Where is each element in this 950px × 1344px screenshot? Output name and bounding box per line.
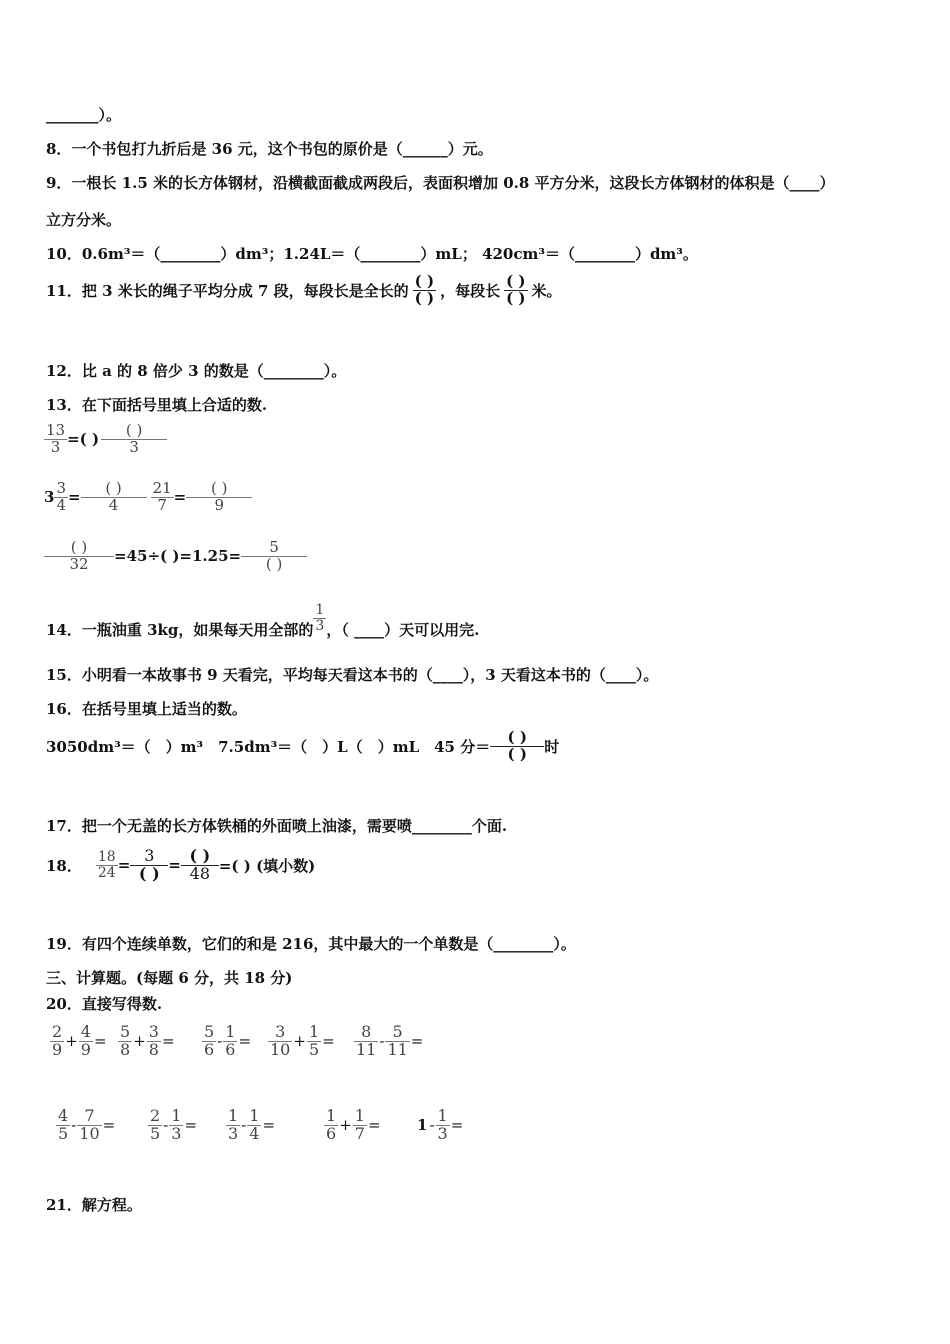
q11-text-b: ，每段长 [440, 281, 501, 300]
operator: + [133, 1032, 146, 1051]
whole-number: 1 [417, 1116, 428, 1135]
question-8: 8．一个书包打九折后是 36 元，这个书包的原价是（______）元。 [46, 140, 493, 158]
question-18 [46, 848, 315, 883]
text-line: _______）。 [46, 106, 122, 124]
fraction [268, 1024, 292, 1059]
calc-expression [324, 1108, 382, 1143]
numerator: ( ) [210, 479, 228, 497]
calc-expression [56, 1108, 116, 1143]
numerator: 4 [80, 1022, 91, 1041]
numerator: 5 [269, 538, 279, 556]
operator: + [293, 1032, 306, 1051]
question-10: 10．0.6m³＝（________）dm³；1.24L＝（________）mL； 420cm³＝（________）dm³。 [46, 245, 698, 263]
denominator: 6 [326, 1123, 337, 1143]
fraction [385, 1024, 409, 1059]
division-expression: =45÷( )=1.25= [114, 547, 242, 566]
q18-label: 18． [46, 856, 82, 875]
numerator: 8 [361, 1022, 372, 1041]
calc-expression [148, 1108, 198, 1143]
numerator: ( ) [506, 272, 526, 290]
denominator: 9 [214, 495, 224, 514]
q16-conversions: 3050dm³＝（ ）m³ 7.5dm³＝（ ）L（ ）mL 45 分＝ [46, 737, 491, 756]
numerator: 1 [437, 1106, 448, 1125]
numerator: 2 [150, 1106, 161, 1125]
equals: = [262, 1116, 276, 1135]
calc-row-1 [50, 1024, 430, 1076]
fraction [202, 1024, 216, 1059]
numerator: 7 [84, 1106, 95, 1125]
blank: ( ) [79, 430, 100, 449]
q14-text-a: 14．一瓶油重 3kg，如果每天用全部的 [46, 621, 314, 639]
calc-expression [416, 1108, 464, 1143]
numerator: 5 [204, 1022, 215, 1041]
denominator: 3 [129, 437, 139, 456]
q13-row-1 [44, 423, 167, 456]
question-9-cont: 立方分米。 [46, 211, 122, 229]
q11-fraction-1 [413, 274, 436, 307]
operator: - [379, 1032, 385, 1051]
equals: = [102, 1116, 116, 1135]
equals: = [450, 1116, 464, 1135]
fraction [354, 1024, 378, 1059]
numerator: ( ) [189, 846, 211, 865]
equals: = [117, 856, 131, 875]
denominator: ( ) [414, 288, 435, 307]
fraction-3-blank [130, 848, 168, 883]
numerator: 5 [120, 1022, 131, 1041]
q16-fraction [490, 730, 544, 763]
fraction [307, 1024, 321, 1059]
denominator: 4 [56, 495, 66, 514]
numerator: 1 [354, 1106, 365, 1125]
equals: = [184, 1116, 198, 1135]
denominator: 8 [120, 1039, 131, 1059]
fraction [226, 1108, 240, 1143]
fraction [247, 1108, 261, 1143]
numerator: 1 [171, 1106, 182, 1125]
fraction-blank-32 [44, 540, 114, 573]
fraction [324, 1108, 338, 1143]
equals: = [322, 1032, 335, 1051]
denominator: 10 [270, 1039, 291, 1059]
denominator: 32 [69, 554, 89, 573]
equals: = [173, 488, 187, 507]
q18-end: =( ) (填小数) [218, 856, 316, 875]
denominator: 9 [80, 1039, 91, 1059]
denominator: 3 [171, 1123, 182, 1143]
fraction [169, 1108, 183, 1143]
fraction [223, 1024, 237, 1059]
fraction [436, 1108, 450, 1143]
calc-row-2 [56, 1106, 464, 1160]
fraction-1-3 [313, 603, 326, 633]
question-9: 9．一根长 1.5 米的长方体钢材，沿横截面截成两段后，表面积增加 0.8 平方分米，这段长方体钢材的体积是（____） [46, 174, 835, 192]
operator: - [217, 1032, 223, 1051]
numerator: 1 [225, 1022, 236, 1041]
equals: = [168, 856, 181, 875]
numerator: 3 [148, 1022, 159, 1041]
fraction-blank-4 [81, 481, 147, 514]
numerator: 2 [52, 1022, 63, 1041]
operator: - [429, 1116, 435, 1135]
question-19: 19．有四个连续单数，它们的和是 216，其中最大的一个单数是（________）。 [46, 935, 576, 953]
q13-row-3 [44, 540, 307, 573]
denominator: 3 [228, 1123, 239, 1143]
q11-text-c: 米。 [531, 281, 562, 300]
question-16: 16．在括号里填上适当的数。 [46, 700, 247, 718]
denominator: 5 [58, 1123, 69, 1143]
numerator: 21 [152, 479, 172, 497]
equals: = [93, 1032, 107, 1051]
numerator: 3 [275, 1022, 286, 1041]
denominator: 7 [157, 495, 167, 514]
numerator: 5 [392, 1022, 403, 1041]
numerator: 3 [144, 846, 155, 865]
denominator: 11 [356, 1039, 377, 1059]
operator: - [241, 1116, 247, 1135]
denominator: 3 [315, 618, 325, 634]
fraction [353, 1108, 367, 1143]
fraction-13-3 [44, 423, 67, 456]
denominator: 24 [97, 864, 116, 881]
equals: = [367, 1116, 381, 1135]
question-21: 21．解方程。 [46, 1196, 142, 1214]
numerator: 1 [315, 602, 325, 619]
denominator: ( ) [138, 863, 160, 883]
q11-text-a: 11．把 3 米长的绳子平均分成 7 段，每段长是全长的 [46, 281, 409, 300]
numerator: ( ) [414, 272, 435, 290]
numerator: 4 [58, 1106, 69, 1125]
question-12: 12．比 a 的 8 倍少 3 的数是（________）。 [46, 362, 347, 380]
question-17: 17．把一个无盖的长方体铁桶的外面喷上油漆，需要喷________个面. [46, 817, 508, 835]
q16-end: 时 [544, 737, 560, 756]
operator: - [71, 1116, 77, 1135]
denominator: 3 [437, 1123, 448, 1143]
calc-expression [226, 1108, 276, 1143]
fraction [56, 1108, 70, 1143]
fraction [77, 1108, 101, 1143]
operator: + [339, 1116, 352, 1135]
denominator: 8 [148, 1039, 159, 1059]
numerator: 18 [97, 849, 116, 866]
denominator: 6 [225, 1039, 236, 1059]
denominator: 6 [204, 1039, 215, 1059]
operator: + [65, 1032, 78, 1051]
fraction-blank-9 [186, 481, 252, 514]
denominator: ( ) [506, 288, 526, 307]
section-heading: 三、计算题。(每题 6 分，共 18 分) [46, 969, 293, 987]
equals: = [161, 1032, 175, 1051]
fraction-18-24 [96, 850, 118, 880]
calc-expression [118, 1024, 176, 1059]
numerator: ( ) [125, 421, 143, 439]
calc-expression [50, 1024, 108, 1059]
denominator: 3 [50, 437, 61, 456]
denominator: 5 [150, 1123, 161, 1143]
fraction [50, 1024, 64, 1059]
question-11 [46, 274, 562, 307]
fraction-3-4 [54, 481, 68, 514]
equals: = [410, 1032, 424, 1051]
fraction-5-blank [241, 540, 307, 573]
denominator: 7 [354, 1123, 365, 1143]
calc-expression [202, 1024, 252, 1059]
denominator: 4 [249, 1123, 260, 1143]
numerator: 1 [326, 1106, 337, 1125]
equals: = [238, 1032, 252, 1051]
denominator: ( ) [265, 554, 283, 573]
fraction-blank-3 [101, 423, 167, 456]
denominator: 4 [108, 495, 119, 514]
numerator: ( ) [105, 479, 122, 497]
numerator: 1 [308, 1022, 320, 1041]
question-13: 13．在下面括号里填上合适的数. [46, 396, 268, 414]
denominator: ( ) [507, 744, 527, 763]
fraction [118, 1024, 132, 1059]
numerator: 1 [249, 1106, 260, 1125]
fraction-21-7 [151, 481, 174, 514]
denominator: 9 [52, 1039, 63, 1059]
numerator: 3 [56, 479, 66, 497]
denominator: 48 [189, 863, 211, 883]
fraction [147, 1024, 161, 1059]
denominator: 5 [308, 1039, 320, 1059]
equals: = [67, 430, 80, 449]
calc-expression [354, 1024, 424, 1059]
q11-fraction-2 [504, 274, 527, 307]
whole-number: 3 [44, 488, 55, 507]
denominator: 10 [79, 1123, 100, 1143]
fraction-blank-48 [181, 848, 219, 883]
fraction [79, 1024, 93, 1059]
calc-expression [268, 1024, 336, 1059]
numerator: ( ) [507, 728, 527, 746]
denominator: 11 [387, 1039, 408, 1059]
numerator: 1 [228, 1106, 239, 1125]
fraction [148, 1108, 162, 1143]
question-20: 20．直接写得数. [46, 995, 163, 1013]
equals: = [67, 488, 81, 507]
q13-row-2 [44, 481, 252, 514]
numerator: 13 [46, 421, 66, 439]
question-14 [46, 597, 479, 640]
question-15: 15．小明看一本故事书 9 天看完，平均每天看这本书的（____），3 天看这本书的（____）。 [46, 666, 659, 684]
q14-text-b: ，（ ____）天可以用完. [326, 621, 480, 639]
q16-row [46, 730, 559, 763]
operator: - [163, 1116, 169, 1135]
numerator: ( ) [70, 538, 88, 556]
